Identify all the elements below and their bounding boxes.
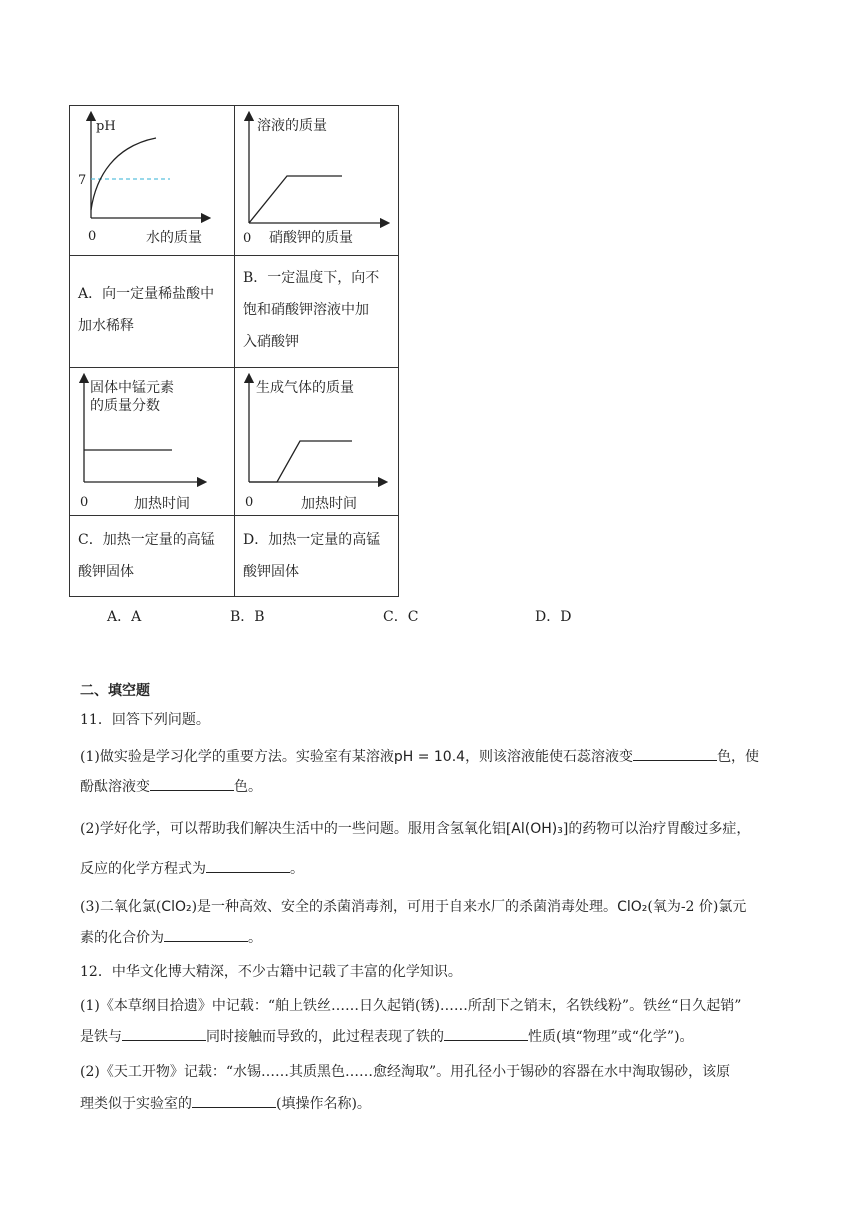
origin-label: 0	[88, 229, 97, 244]
q11-part2-line1: (2)学好化学，可以帮助我们解决生活中的一些问题。服用含氢氧化铝[Al(OH)₃]的药物可以治疗胃酸过多症，	[80, 821, 751, 837]
graph-d	[235, 368, 399, 515]
q11-part1-line2: 酚酞溶液变 色。	[80, 776, 262, 796]
tick-label-7: 7	[78, 173, 87, 188]
options-table	[69, 105, 399, 597]
answer-blank[interactable]	[150, 776, 234, 791]
choice-c[interactable]: C．C	[383, 609, 419, 625]
x-label: 加热时间	[134, 496, 190, 512]
q12-part1-line1: (1)《本草纲目拾遗》中记载：“舶上铁丝……日久起销(锈)……所刮下之销末，名铁线粉”。铁丝“日久起销”	[80, 998, 742, 1014]
formula-aluminium-hydroxide: Al(OH)₃	[511, 821, 563, 837]
solution-mass-line	[249, 176, 342, 223]
q11-part3-line1: (3)二氧化氯(ClO₂)是一种高效、安全的杀菌消毒剂，可用于自来水厂的杀菌消毒处理。ClO₂(氧为-2 价)氯元	[80, 899, 747, 915]
answer-blank[interactable]	[164, 927, 248, 942]
answer-blank[interactable]	[192, 1093, 276, 1108]
y-label: 溶液的质量	[257, 118, 327, 134]
q12-part1-line2: 是铁与 同时接触而导致的，此过程表现了铁的 性质(填“物理”或“化学”)。	[80, 1026, 694, 1046]
q12-stem: 12．中华文化博大精深，不少古籍中记载了丰富的化学知识。	[80, 964, 462, 980]
origin-label: 0	[245, 495, 254, 510]
x-label: 硝酸钾的质量	[269, 230, 353, 246]
answer-blank[interactable]	[444, 1026, 528, 1041]
answer-blank[interactable]	[206, 858, 290, 873]
y-label-line2: 的质量分数	[90, 398, 160, 414]
y-label-line1: 固体中锰元素	[90, 380, 174, 396]
option-b-text: B．一定温度下，向不 饱和硝酸钾溶液中加 入硝酸钾	[243, 270, 380, 350]
section-title: 二、填空题	[80, 683, 150, 699]
q12-part2-line1: (2)《天工开物》记载：“水锡……其质黑色……愈经淘取”。用孔径小于锡砂的容器在水中淘取锡砂，该原	[80, 1064, 731, 1080]
option-a-text: A．向一定量稀盐酸中 加水稀释	[78, 286, 215, 334]
origin-label: 0	[80, 495, 89, 510]
origin-label: 0	[243, 231, 252, 246]
choice-a[interactable]: A．A	[107, 609, 142, 625]
graph-c	[70, 368, 234, 515]
y-label: 生成气体的质量	[256, 380, 354, 396]
q11-part3-line2: 素的化合价为 。	[80, 927, 262, 947]
ph-curve	[91, 138, 156, 210]
formula-chlorine-dioxide: ClO₂	[617, 899, 648, 915]
q11-part2-line2: 反应的化学方程式为 。	[80, 858, 304, 878]
y-label: pH	[96, 119, 116, 134]
ph-value: pH = 10.4	[393, 749, 466, 765]
choice-b[interactable]: B．B	[230, 609, 265, 625]
table-divider	[70, 255, 398, 256]
answer-blank[interactable]	[122, 1026, 206, 1041]
q12-part2-line2: 理类似于实验室的 (填操作名称)。	[80, 1093, 371, 1113]
graph-b	[235, 106, 399, 255]
option-d-text: D．加热一定量的高锰 酸钾固体	[243, 532, 381, 580]
x-label: 加热时间	[301, 496, 357, 512]
x-label: 水的质量	[146, 230, 202, 246]
q11-part1-line1: (1)做实验是学习化学的重要方法。实验室有某溶液pH = 10.4，则该溶液能使石蕊溶液变 色，使	[80, 746, 759, 766]
gas-mass-line	[249, 441, 352, 482]
graph-a	[70, 106, 234, 255]
answer-blank[interactable]	[633, 746, 717, 761]
formula-chlorine-dioxide: ClO₂	[161, 899, 192, 915]
option-c-text: C．加热一定量的高锰 酸钾固体	[78, 532, 215, 580]
choice-d[interactable]: D．D	[535, 609, 572, 625]
q11-stem: 11．回答下列问题。	[80, 712, 210, 728]
table-divider	[70, 515, 398, 516]
